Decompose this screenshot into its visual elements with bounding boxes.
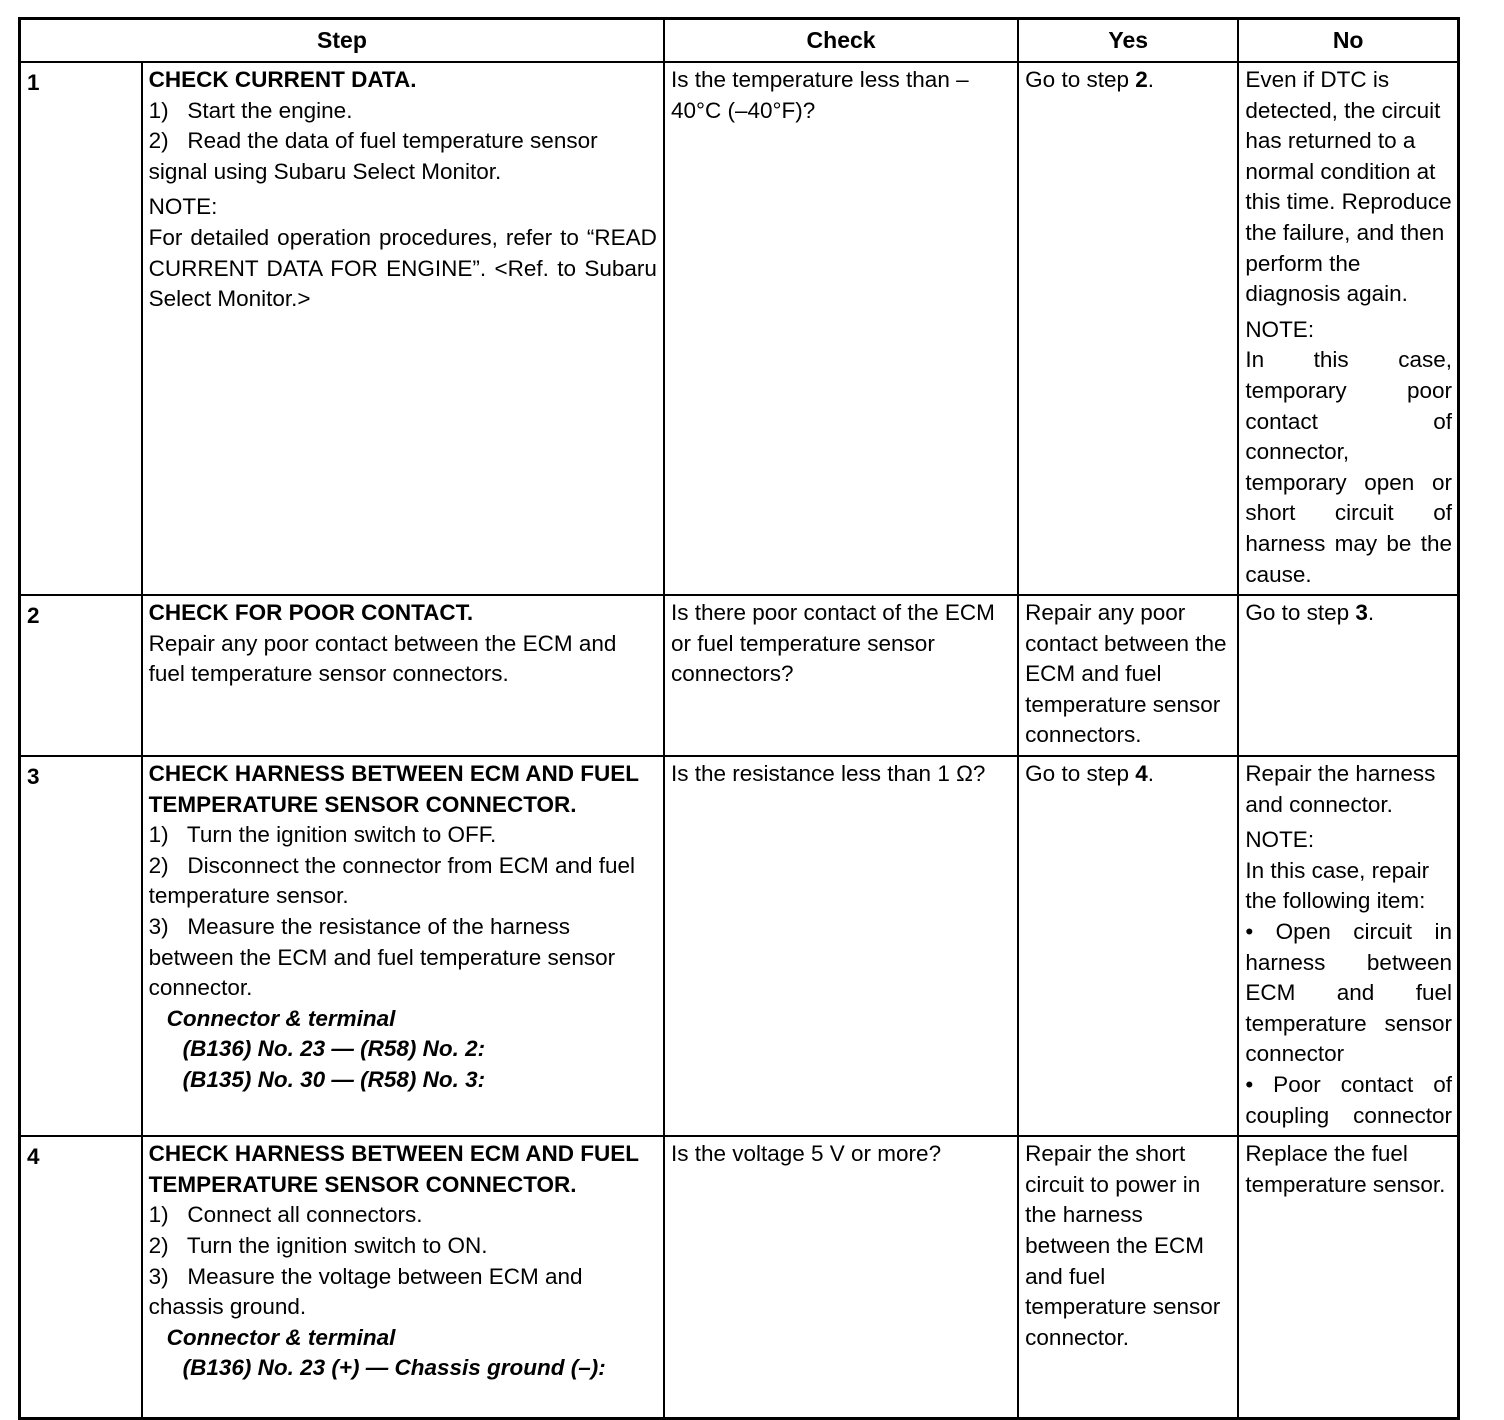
no-action xyxy=(1238,595,1458,756)
table-row xyxy=(20,1136,1459,1418)
table-row xyxy=(20,756,1459,1136)
yes-suffix: . xyxy=(1147,761,1155,787)
connector-terminal-item: (B136) No. 23 — (R58) No. 2: xyxy=(182,1036,486,1062)
connector-terminal-label: Connector & terminal xyxy=(166,1324,396,1350)
step-description xyxy=(142,756,664,1136)
header-check: Check xyxy=(664,19,1018,63)
step-description xyxy=(142,1136,664,1418)
check-question: Is there poor contact of the ECM or fuel temperature sensor connectors? xyxy=(664,595,1018,756)
connector-terminal-item: (B135) No. 30 — (R58) No. 3: xyxy=(182,1067,486,1092)
note-text: For detailed operation procedures, refer to “READ CURRENT DATA FOR ENGINE”. <Ref. to Subaru Select Monitor.> xyxy=(148,224,657,312)
step-number: 1 xyxy=(20,62,142,595)
step-number: 2 xyxy=(20,595,142,756)
step-instruction: 2) Turn the ignition switch to ON. xyxy=(148,1232,488,1258)
step-instruction: 1) Start the engine. xyxy=(148,97,353,123)
yes-step-ref: 4 xyxy=(1135,761,1148,787)
step-instruction: 2) Read the data of fuel temperature sensor signal using Subaru Select Monitor. xyxy=(148,128,604,184)
diagnosis-table xyxy=(18,17,1460,1420)
check-question: Is the temperature less than –40°C (–40°F)? xyxy=(664,62,1018,595)
note-label: NOTE: xyxy=(148,194,218,220)
step-description xyxy=(142,595,664,756)
yes-prefix: Go to step xyxy=(1025,67,1136,92)
no-step-ref: 3 xyxy=(1355,600,1368,626)
yes-prefix: Go to step xyxy=(1025,761,1136,787)
no-action xyxy=(1238,62,1458,595)
yes-suffix: . xyxy=(1147,67,1155,92)
connector-terminal-label: Connector & terminal xyxy=(166,1005,396,1031)
step-description xyxy=(142,62,664,595)
step-number: 4 xyxy=(20,1136,142,1418)
no-action xyxy=(1238,756,1458,1136)
connector-terminal-item: (B136) No. 23 (+) — Chassis ground (–): xyxy=(182,1355,606,1381)
no-action: Replace the fuel temperature sensor. xyxy=(1238,1136,1458,1418)
no-bullet: • Open circuit in harness between ECM and fuel temperature sensor connector xyxy=(1245,919,1452,1067)
yes-action: Repair the short circuit to power in the harness between the ECM and fuel temperature sensor connector. xyxy=(1018,1136,1238,1418)
table-row xyxy=(20,595,1459,756)
header-row xyxy=(20,19,1459,63)
step-instruction: 1) Connect all connectors. xyxy=(148,1202,423,1228)
step-instruction: 2) Disconnect the connector from ECM and fuel temperature sensor. xyxy=(148,852,642,909)
step-instruction: 1) Turn the ignition switch to OFF. xyxy=(148,822,497,848)
step-instruction: 3) Measure the resistance of the harness between the ECM and fuel temperature sensor connector. xyxy=(148,914,622,1001)
step-instruction: 3) Measure the voltage between ECM and chassis ground. xyxy=(148,1263,589,1320)
no-text: Repair the harness and connector. xyxy=(1245,761,1436,817)
no-note-label: NOTE: xyxy=(1245,316,1315,342)
no-suffix: . xyxy=(1367,600,1375,626)
no-note-intro: In this case, repair the following item: xyxy=(1245,857,1430,914)
no-text: Even if DTC is detected, the circuit has returned to a normal condition at this time. Reproduce the failure, and then perform the diagnosis again. xyxy=(1245,67,1452,307)
step-body: Repair any poor contact between the ECM and fuel temperature sensor connectors. xyxy=(148,630,617,687)
no-note-text: In this case, temporary poor contact of connector, temporary open or short circuit of harness may be the cause. xyxy=(1245,347,1452,587)
no-note-label: NOTE: xyxy=(1245,827,1315,853)
header-step: Step xyxy=(20,19,664,63)
table-row xyxy=(20,62,1459,595)
yes-action: Repair any poor contact between the ECM and fuel temperature sensor connectors. xyxy=(1018,595,1238,756)
header-no: No xyxy=(1238,19,1458,63)
no-bullet: • Poor contact of coupling connector xyxy=(1245,1072,1452,1128)
step-title: CHECK HARNESS BETWEEN ECM AND FUEL TEMPERATURE SENSOR CONNECTOR. xyxy=(148,1141,639,1197)
check-question: Is the resistance less than 1 Ω? xyxy=(664,756,1018,1136)
step-title: CHECK HARNESS BETWEEN ECM AND FUEL TEMPERATURE SENSOR CONNECTOR. xyxy=(148,761,639,817)
yes-action xyxy=(1018,62,1238,595)
step-title: CHECK CURRENT DATA. xyxy=(148,67,417,92)
yes-action xyxy=(1018,756,1238,1136)
step-number: 3 xyxy=(20,756,142,1136)
no-prefix: Go to step xyxy=(1245,600,1356,626)
yes-step-ref: 2 xyxy=(1135,67,1148,92)
check-question: Is the voltage 5 V or more? xyxy=(664,1136,1018,1418)
header-yes: Yes xyxy=(1018,19,1238,63)
step-title: CHECK FOR POOR CONTACT. xyxy=(148,600,474,626)
